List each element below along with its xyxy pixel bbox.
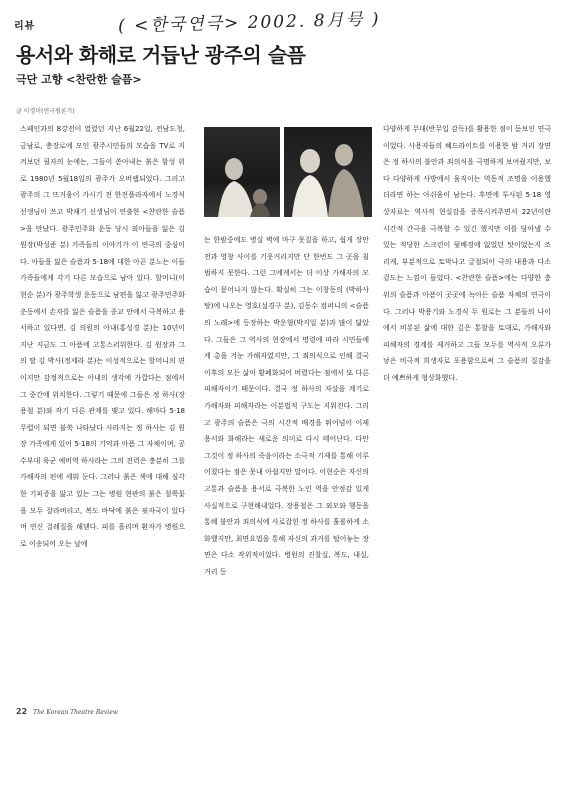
page-number: 22 <box>16 707 28 716</box>
column-2-text: 는 한밤중에도 병실 벽에 마구 못질을 하고, 쉽게 장만 전과 영창 사이를 기웃거리지만 단 한번도 그 곳을 침범하지 못한다. 그런 그에게서는 더 이상 가해자의 모습이 묻어나지 않는다. 확실히 그는 이창동의 (박하사탕)에 나오는 영호(설경구 분), 김동수 컴퍼니의 <슬픔의 노래>에 등장하는 박운형(박지일 분)과 많이 닮았다. 그들은 그 역사의 현장에서 명령에 따라 시민들에게 총을 겨눈 가해자였지만, 그 죄의식으로 인해 결국 이후의 모든 삶이 황폐화되어 버렸다는 점에서 또 다른 피해자이기 때문이다. 결국 정 하사의 자살을 계기로 가해자와 피해자라는 이분법적 구도는 지워진다. 그리고 광주의 슬픔은 극의 시간적 배경을 뛰어넘어 이제 용서와 화해라는 새로운 의미로 다시 태어난다. 다만 그것이 정 하사의 죽음이라는 소극적 기제를 통해 이루어졌다는 점은 못내 아쉽지만 말이다. 이현순은 자신의 고통과 슬픔을 용서로 극복한 노인 역을 안정감 있게 사실적으로 구현해내었다. 장용철은 그 외모와 행동을 통해 불안과 죄의식에 사로잡힌 정 하사를 훌륭하게 소화했지만, 최면요법을 통해 자신의 과거를 털어놓는 장면은 다소 작위적이었다. 병원의 진찰실, 복도, 내실, 거리 등 <box>204 236 369 576</box>
article-column-1 <box>20 121 185 669</box>
page-footer <box>16 707 118 716</box>
article-title: 용서와 화해로 거듭난 광주의 슬픔 <box>16 43 306 67</box>
stage-photo-left <box>204 127 280 217</box>
handwritten-source-note: ( <한국연극> 2002. 8月号 ) <box>117 9 381 37</box>
stage-photo-right <box>284 127 372 217</box>
article-column-3 <box>383 121 551 481</box>
section-label: 리뷰 <box>14 21 36 32</box>
column-3-text: 다양하게 무대(반무입 감독)를 활용한 점이 돋보인 연극이었다. 사용자들의 혜드라이트를 이용한 밤 거리 장면은 정 하사의 불안과 죄의식을 극명하게 보여줬지만, 보다 다양하게 사방에서 움직이는 역동적 조명을 이용했더라면 하는 아쉬움이 남는다. 후면에 투사된 5·18 영상자료는 역사적 현실감을 증폭시켜주면서 22년이란 시간적 간극을 극복할 수 있긴 했지만 이를 담아낼 수 있는 적당한 스크린이 뒷배경에 없었던 탓이었는지 조리게, 부분적으로 토막나고 글절되어 극의 내용과 다소 겉도는 느낌이 들었다. <찬란한 슬픔>에는 다양한 층위의 슬픔과 아픔이 곳곳에 녹아든 슬픔 자체의 연극이다. 그러나 박용기와 노경식 두 원로는 그 분들의 나이에서 비롯된 삶에 대한 깊은 통찰을 토대로, 가해자와 피해자의 경계를 제거하고 그들 모두를 역사적 오류가 낳은 비극적 희생자로 포용함으로써 그 슬픔의 질감을 더 예쁘하게 형상화했다. <box>383 125 551 382</box>
article-subtitle: 극단 고향 <찬란한 슬픔> <box>16 73 142 86</box>
publication-name: The Korean Theatre Review <box>33 709 118 716</box>
article-byline: 글 이경미(연극평론가) <box>16 108 75 115</box>
column-1-text: 스페인과의 8강전이 열렸던 지난 6월22일, 전남도청, 금남로, 충장로에 모인 광주시민들의 모습을 TV로 지켜보던 필자의 눈에는, 그들이 쏟아내는 붉은 함성 위로 1980년 5월18일의 광주가 오버랩되었다. 그리고 광주의 그 뜨거움이 가시기 전 한전플라자에서 노경식 선생님이 쓰고 박재기 선생님이 연출한 <찬란한 슬픔>을 만났다. 광주민주화 운동 당시 외아들을 잃은 김 원장(박성준 분) 가족들의 이야기가 이 연극의 중심이다. 아들을 잃은 슬픔과 5·18에 대한 아픈 분노는 이들 가족들에게 각기 다른 모습으로 남아 있다. 할머니(이현순 분)가 광주학생 운동으로 남편을 잃고 광주민주화 운동에서 손자를 잃은 슬픔을 종교 안에서 극복하고 용서하고 있다면, 김 의원의 아내(홍성경 분)는 10년이 지난 지금도 그 아픔에 고통스러워한다. 김 원장과 그의 딸 김 박사(정세라 분)는 이성적으로는 할머니의 편이지만 감정적으로는 아내의 생각에 가깝다는 점에서 그 중간에 위치한다. 그렇기 때문에 그들은 정 하사(장용철 분)와 작기 다른 관계를 맺고 있다. 해마다 5·18 무렵이 되면 불쑥 나타났다 사라지는 정 하사는 김 원장 가족에게 있어 5·18의 기억과 아픔 그 자체이며, 공수부대 육군 예비역 하사라는 그의 전력은 충분히 그를 가해자의 편에 세워 둔다. 그러나 붉은 색에 대해 심각한 기피증을 앓고 있는 그는 병원 현관의 붉은 철쭉꽃을 모두 잘라버리고, 복도 바닥에 붉은 핏자국이 있다며 연신 걸레질을 해댄다. 피를 흘리며 환자가 병원으로 이송되어 오는 날에 <box>20 125 185 548</box>
article-column-2 <box>204 232 369 668</box>
production-photos <box>204 127 372 217</box>
